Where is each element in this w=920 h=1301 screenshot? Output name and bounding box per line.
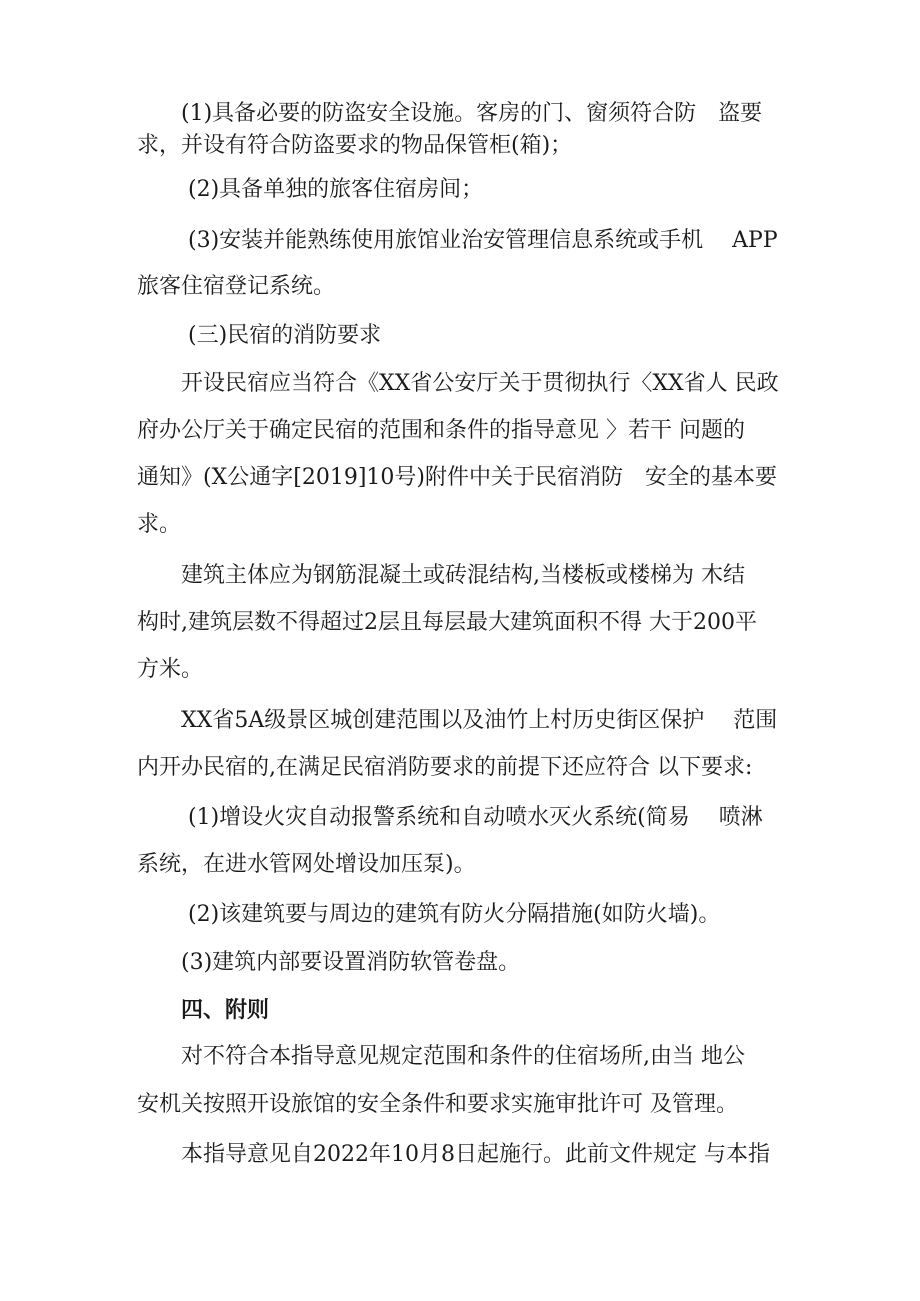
text-line: 建筑主体应为钢筋混凝土或砖混结构,当楼板或楼梯为 木结 (137, 563, 745, 588)
section-heading-fire-requirements (137, 322, 797, 351)
paragraph-fire-regulation (137, 370, 797, 540)
paragraph-fire-separation (137, 901, 797, 930)
text-line: (2)具备单独的旅客住宿房间； (137, 177, 484, 202)
text-line: (三)民宿的消防要求 (137, 323, 382, 348)
paragraph-non-compliant (137, 1043, 797, 1120)
paragraph-scenic-area (137, 707, 797, 783)
paragraph-effective-date (137, 1141, 797, 1170)
text-line: 对不符合本指导意见规定范围和条件的住宿场所,由当 地公 (137, 1044, 745, 1069)
text-line: (2)该建筑要与周边的建筑有防火分隔措施(如防火墙)。 (137, 902, 721, 927)
text-line: 系统，在进水管网处增设加压泵)。 (137, 852, 476, 877)
text-line: (1)具备必要的防盗安全设施。客房的门、窗须符合防 盗要 (137, 101, 763, 126)
paragraph-anti-theft (137, 100, 797, 161)
text-line: XX省5A级景区城创建范围以及油竹上村历史街区保护 范围 (137, 708, 778, 733)
text-line: (1)增设火灾自动报警系统和自动喷水灭火系统(简易 喷淋 (137, 805, 763, 830)
paragraph-building-structure (137, 562, 797, 685)
paragraph-registration-system (137, 227, 797, 302)
text-line: 旅客住宿登记系统。 (137, 274, 336, 299)
text-line: (3)建筑内部要设置消防软管卷盘。 (137, 950, 521, 975)
text-line: 府办公厅关于确定民宿的范围和条件的指导意见 〉若干 问题的 (137, 418, 745, 443)
paragraph-fire-alarm (137, 804, 797, 880)
paragraph-hose-reel (137, 949, 797, 978)
text-line: 方米。 (137, 657, 204, 682)
section-heading-supplementary (137, 997, 797, 1026)
text-line: 安机关按照开设旅馆的安全条件和要求实施审批许可 及管理。 (137, 1092, 738, 1117)
text-line: 求，并设有符合防盗要求的物品保管柜(箱)； (137, 133, 573, 158)
text-line: (3)安装并能熟练使用旅馆业治安管理信息系统或手机 APP (137, 228, 778, 253)
text-line: 四、附则 (137, 998, 270, 1023)
text-line: 本指导意见自2022年10月8日起施行。此前文件规定 与本指 (137, 1142, 770, 1167)
text-line: 内开办民宿的,在满足民宿消防要求的前提下还应符合 以下要求: (137, 755, 753, 780)
paragraph-single-room (137, 176, 797, 205)
text-line: 构时,建筑层数不得超过2层且每层最大建筑面积不得 大于200平 (137, 610, 757, 635)
text-line: 求。 (137, 512, 182, 537)
text-line: 通知》(X公通字[2019]10号)附件中关于民宿消防 安全的基本要 (137, 465, 777, 490)
text-line: 开设民宿应当符合《XX省公安厅关于贯彻执行〈XX省人 民政 (137, 371, 779, 396)
